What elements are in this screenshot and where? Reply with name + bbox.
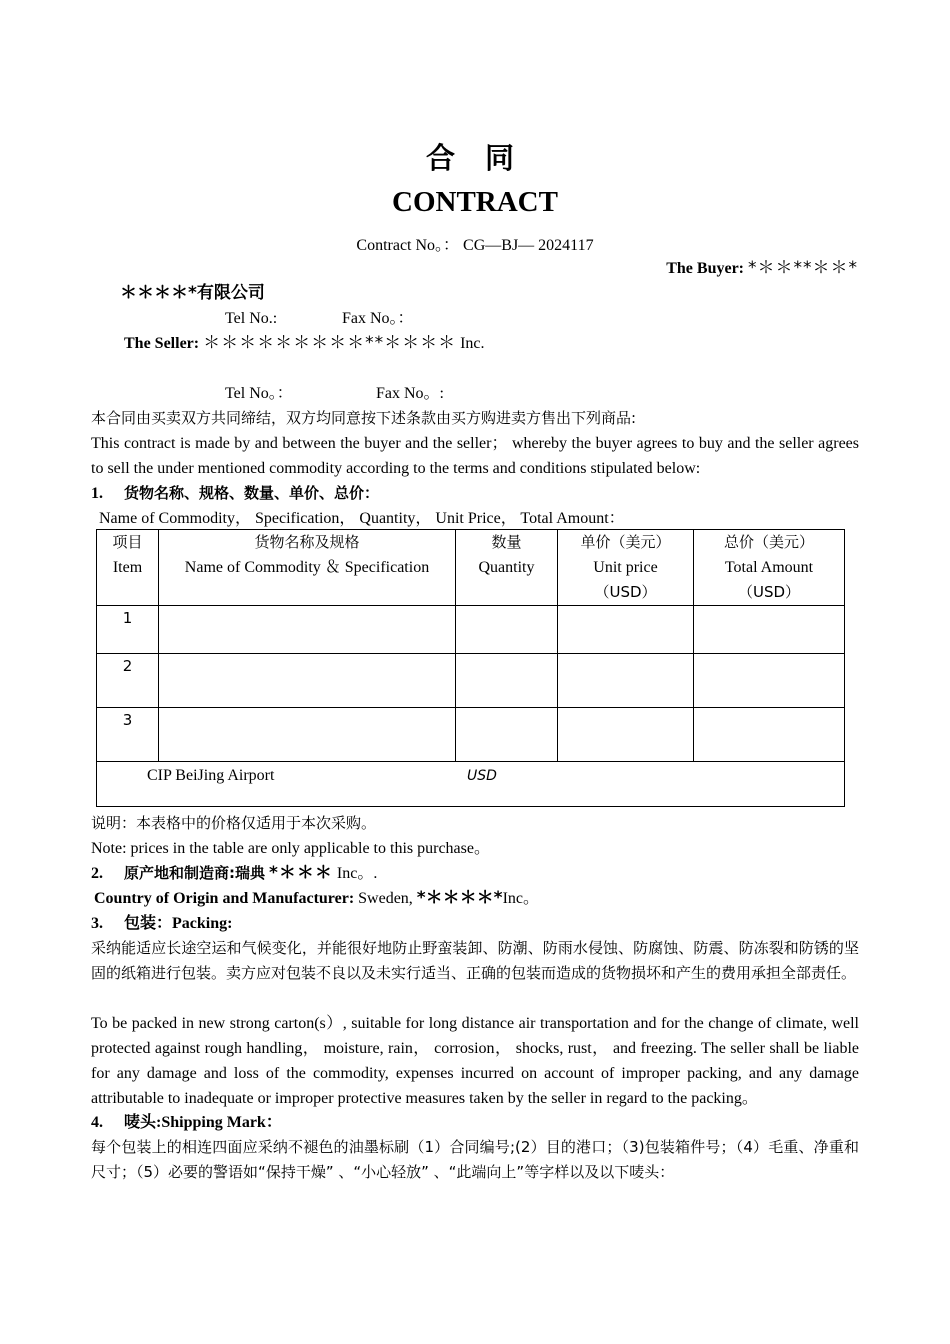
section2-en-maker: *＊＊＊＊* bbox=[416, 888, 503, 908]
section2-english bbox=[94, 886, 539, 911]
seller-name-suffix: Inc. bbox=[460, 335, 485, 352]
buyer-name: *＊＊**＊＊* bbox=[748, 258, 858, 278]
section2-maker-suffix: Inc。. bbox=[336, 865, 378, 882]
footer-cell bbox=[97, 762, 845, 807]
header-en: Unit price bbox=[593, 559, 658, 576]
row-commodity-cell[interactable] bbox=[159, 606, 456, 654]
header-item bbox=[97, 530, 159, 606]
section2-heading bbox=[91, 861, 377, 886]
header-cn: 总价（美元） bbox=[723, 533, 814, 551]
note-chinese: 说明：本表格中的价格仅适用于本次采购。 bbox=[91, 814, 377, 832]
buyer-tel-label: Tel No.: bbox=[225, 310, 278, 327]
intro-english: This contract is made by and between the buyer and the seller； whereby the buyer agrees to buy and the seller agrees to sell the under mentioned commodity according to the terms and conditions stipulated below: bbox=[91, 435, 859, 477]
intro-chinese: 本合同由买卖双方共同缔结，双方均同意按下述条款由买方购进卖方售出下列商品: bbox=[91, 409, 637, 427]
row-commodity-cell[interactable] bbox=[159, 708, 456, 762]
row-commodity-cell[interactable] bbox=[159, 654, 456, 708]
header-commodity bbox=[159, 530, 456, 606]
table-row bbox=[97, 654, 845, 708]
contract-number: Contract No。： CG—BJ— 2024117 bbox=[356, 237, 594, 254]
goods-table bbox=[96, 529, 845, 807]
section3-english: To be packed in new strong carton(s）, suitable for long distance air transportation and for the change of climate, well protected against rough handling， moisture, rain， corrosion， shocks, rust， and freezing. The seller shall be liable for any damage and loss of the commodity, expenses incurred on account of improper packing, and any damage attributable to inadequate or improper protective measures taken by the seller in regard to the packing。 bbox=[91, 1015, 859, 1107]
title-english: CONTRACT bbox=[392, 186, 558, 218]
seller-name: ＊＊＊＊＊＊＊＊＊**＊＊＊＊ bbox=[203, 333, 457, 353]
header-cn: 数量 bbox=[491, 533, 522, 551]
section4-chinese: 每个包装上的相连四面应采纳不褪色的油墨标刷（1）合同编号;(2）目的港口；（3)包装箱件号；（4）毛重、净重和尺寸；（5）必要的警语如“保持干燥” 、“小心轻放” 、“此端向上”等字样以及以下唛头： bbox=[91, 1138, 859, 1181]
header-cn: 货物名称及规格 bbox=[254, 533, 360, 551]
section2-maker: *＊＊＊ bbox=[269, 863, 333, 883]
header-cn: 项目 bbox=[112, 533, 143, 551]
header-quantity bbox=[456, 530, 558, 606]
section3-chinese: 采纳能适应长途空运和气候变化，并能很好地防止野蛮装卸、防潮、防雨水侵蚀、防腐蚀、防震、防冻裂和防锈的坚固的纸箱进行包装。卖方应对包装不良以及未实行适当、正确的包装而造成的货物损坏和产生的费用承担全部责任。 bbox=[91, 939, 859, 982]
row-item: 2 bbox=[97, 654, 159, 708]
note-english: Note: prices in the table are only applicable to this purchase。 bbox=[91, 840, 490, 857]
section3-heading bbox=[91, 911, 232, 936]
table-row bbox=[97, 708, 845, 762]
header-en: Name of Commodity ＆ Specification bbox=[184, 559, 430, 576]
header-en: Item bbox=[112, 559, 143, 576]
seller-line bbox=[124, 331, 485, 356]
section2-en-country: Sweden, bbox=[358, 890, 413, 907]
buyer-line bbox=[666, 256, 858, 281]
section1-subtitle: Name of Commodity， Specification， Quantity， Unit Price， Total Amount： bbox=[99, 510, 625, 527]
row-item: 3 bbox=[97, 708, 159, 762]
seller-label: The Seller: bbox=[124, 335, 200, 352]
table-row bbox=[97, 606, 845, 654]
buyer-fax-label: Fax No。： bbox=[342, 310, 414, 327]
row-total-cell[interactable] bbox=[694, 654, 845, 708]
header-unit-price bbox=[558, 530, 694, 606]
section4-title: 唛头:Shipping Mark： bbox=[124, 1114, 282, 1131]
header-en: Quantity bbox=[478, 559, 535, 576]
section2-en-label: Country of Origin and Manufacturer: bbox=[94, 890, 355, 907]
footer-terms: CIP BeiJing Airport bbox=[147, 767, 275, 784]
row-unit-price-cell[interactable] bbox=[558, 654, 694, 708]
section2-en-maker-suffix: Inc。 bbox=[502, 890, 540, 907]
buyer-label: The Buyer: bbox=[666, 260, 744, 277]
section3-title: 包装：Packing: bbox=[124, 915, 233, 932]
row-total-cell[interactable] bbox=[694, 606, 845, 654]
section1-number: 1. bbox=[91, 485, 103, 502]
header-en2: （USD） bbox=[594, 583, 657, 601]
section1-title: 货物名称、规格、数量、单价、总价： bbox=[124, 484, 380, 502]
section2-title: 原产地和制造商:瑞典 bbox=[124, 864, 265, 882]
row-unit-price-cell[interactable] bbox=[558, 708, 694, 762]
section3-number: 3. bbox=[91, 915, 103, 932]
row-unit-price-cell[interactable] bbox=[558, 606, 694, 654]
row-item: 1 bbox=[97, 606, 159, 654]
header-total-amount bbox=[694, 530, 845, 606]
footer-currency: USD bbox=[467, 768, 497, 784]
row-quantity-cell[interactable] bbox=[456, 654, 558, 708]
header-en: Total Amount bbox=[724, 559, 814, 576]
section4-heading bbox=[91, 1110, 282, 1135]
header-en2: （USD） bbox=[737, 583, 801, 601]
section1-heading bbox=[91, 481, 379, 506]
table-footer-row bbox=[97, 762, 845, 807]
buyer-company: ＊＊＊＊*有限公司 bbox=[120, 283, 265, 303]
section4-number: 4. bbox=[91, 1114, 103, 1131]
title-chinese: 合 同 bbox=[425, 141, 525, 175]
section2-number: 2. bbox=[91, 865, 103, 882]
table-header-row bbox=[97, 530, 845, 606]
header-cn: 单价（美元） bbox=[580, 533, 671, 551]
row-quantity-cell[interactable] bbox=[456, 606, 558, 654]
row-quantity-cell[interactable] bbox=[456, 708, 558, 762]
row-total-cell[interactable] bbox=[694, 708, 845, 762]
seller-tel-label: Tel No。： bbox=[225, 385, 293, 402]
seller-fax-label: Fax No。: bbox=[376, 385, 445, 402]
